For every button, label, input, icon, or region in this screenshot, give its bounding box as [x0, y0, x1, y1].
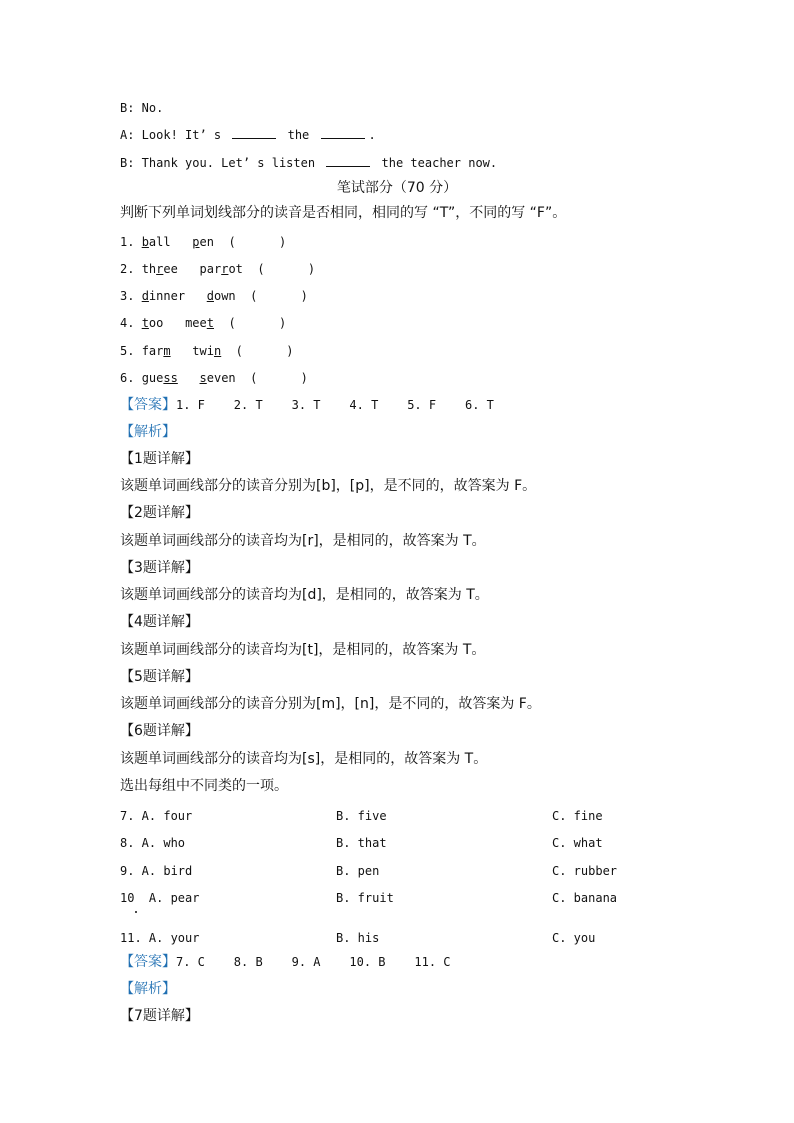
- detail-tag-3: 【3题详解】: [120, 560, 199, 576]
- detail-tag-7: 【7题详解】: [120, 1008, 199, 1024]
- answer-tag: 【答案】: [120, 954, 176, 970]
- question-6: 6. guess seven ( ): [120, 371, 308, 385]
- dialog-b2-suffix: the teacher now.: [374, 156, 498, 170]
- detail-tag-6: 【6题详解】: [120, 723, 199, 739]
- answer-tag: 【答案】: [120, 397, 176, 413]
- part2-instruction: 选出每组中不同类的一项。: [120, 778, 288, 794]
- question-3: 3. dinner down ( ): [120, 289, 308, 303]
- detail-text-3: 该题单词画线部分的读音均为[d]，是相同的，故答案为 T。: [120, 587, 489, 603]
- q11-option-a: 11. A. your: [120, 931, 200, 945]
- question-1: 1. ball pen ( ): [120, 235, 287, 249]
- dialog-a-prefix: A: Look! It’ s: [120, 128, 229, 142]
- q10-option-c: C. banana: [552, 891, 618, 905]
- detail-tag-2: 【2题详解】: [120, 505, 199, 521]
- q9-option-b: B. pen: [336, 864, 380, 878]
- answer-values: 1. F 2. T 3. T 4. T 5. F 6. T: [176, 398, 494, 412]
- part1-instruction: 判断下列单词划线部分的读音是否相同，相同的写 “T”，不同的写 “F”。: [120, 205, 567, 221]
- stray-dot: [135, 911, 137, 913]
- answer-values: 7. C 8. B 9. A 10. B 11. C: [176, 955, 451, 969]
- fill-blank: [232, 126, 276, 139]
- q7-option-c: C. fine: [552, 809, 603, 823]
- detail-tag-4: 【4题详解】: [120, 614, 199, 630]
- detail-text-2: 该题单词画线部分的读音均为[r]，是相同的，故答案为 T。: [120, 533, 486, 549]
- q8-option-b: B. that: [336, 836, 387, 850]
- dialog-line-b1: B: No.: [120, 101, 164, 115]
- question-4: 4. too meet ( ): [120, 316, 287, 330]
- dialog-a-end: .: [368, 128, 376, 142]
- question-5: 5. farm twin ( ): [120, 344, 294, 358]
- dialog-line-a: [120, 125, 376, 147]
- analysis-tag: 【解析】: [120, 981, 176, 997]
- section-title: 笔试部分（70 分）: [336, 180, 458, 196]
- q8-option-a: 8. A. who: [120, 836, 186, 850]
- fill-blank: [326, 154, 370, 167]
- q9-option-a: 9. A. bird: [120, 864, 193, 878]
- dialog-b2-prefix: B: Thank you. Let’ s listen: [120, 156, 323, 170]
- part1-answer: [120, 395, 494, 417]
- detail-text-4: 该题单词画线部分的读音均为[t]，是相同的，故答案为 T。: [120, 642, 486, 658]
- q7-option-a: 7. A. four: [120, 809, 193, 823]
- detail-tag-1: 【1题详解】: [120, 451, 199, 467]
- dialog-a-mid: the: [280, 128, 317, 142]
- detail-text-5: 该题单词画线部分的读音分别为[m]，[n]，是不同的，故答案为 F。: [120, 696, 541, 712]
- q7-option-b: B. five: [336, 809, 387, 823]
- fill-blank: [321, 126, 365, 139]
- detail-tag-5: 【5题详解】: [120, 669, 199, 685]
- question-2: 2. three parrot ( ): [120, 262, 316, 276]
- detail-text-6: 该题单词画线部分的读音均为[s]，是相同的，故答案为 T。: [120, 751, 488, 767]
- q11-option-b: B. his: [336, 931, 380, 945]
- q11-option-c: C. you: [552, 931, 596, 945]
- q10-option-a: 10 A. pear: [120, 891, 200, 905]
- detail-text-1: 该题单词画线部分的读音分别为[b]，[p]，是不同的，故答案为 F。: [120, 478, 537, 494]
- q10-option-b: B. fruit: [336, 891, 394, 905]
- q8-option-c: C. what: [552, 836, 603, 850]
- analysis-tag: 【解析】: [120, 424, 176, 440]
- dialog-line-b2: [120, 153, 497, 175]
- part2-answer: [120, 952, 451, 974]
- q9-option-c: C. rubber: [552, 864, 618, 878]
